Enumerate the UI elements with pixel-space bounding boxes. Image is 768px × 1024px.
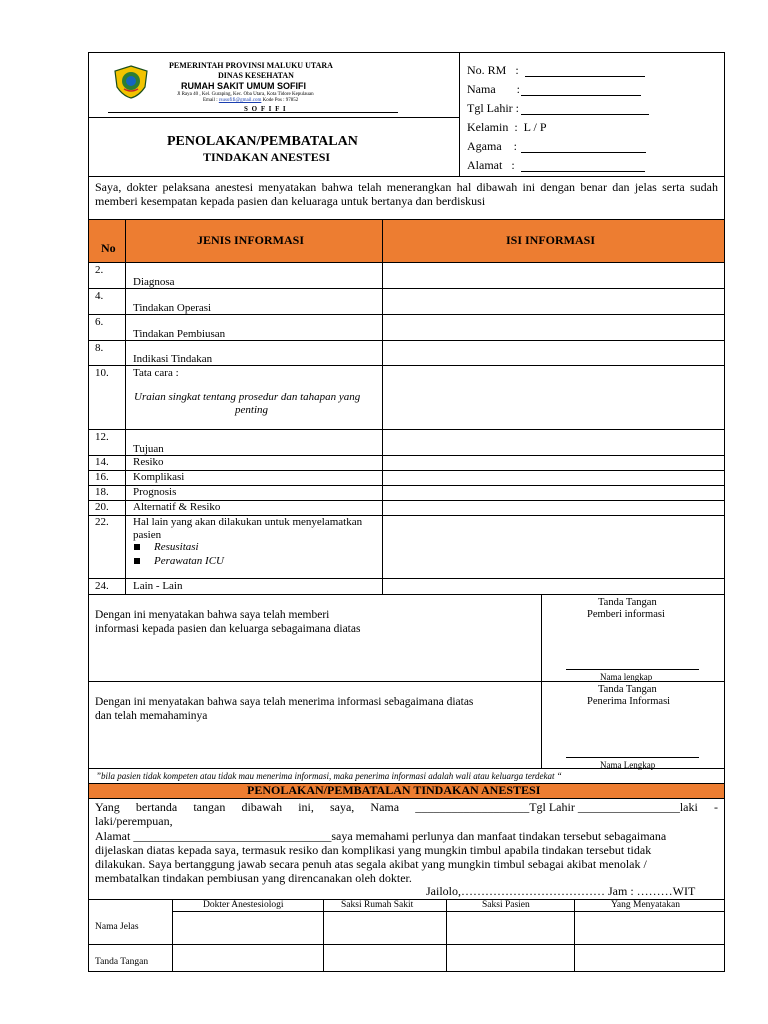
nama-blank[interactable] xyxy=(521,95,641,96)
bullet-item: Perawatan ICU xyxy=(134,555,224,568)
row-value-cell[interactable] xyxy=(383,315,724,340)
row-no: 12. xyxy=(95,431,109,443)
sign-cell[interactable] xyxy=(173,912,322,943)
sign-cell[interactable] xyxy=(575,945,723,970)
row-no: 10. xyxy=(95,367,109,379)
sign1-title2: Pemberi informasi xyxy=(587,609,665,620)
city-name: S O F I F I xyxy=(244,105,287,113)
row-value-cell[interactable] xyxy=(383,579,724,594)
row-value-cell[interactable] xyxy=(383,263,724,288)
field-no-rm[interactable]: No. RM : xyxy=(467,63,519,77)
sign-cell[interactable] xyxy=(173,945,322,970)
sign1-title1: Tanda Tangan xyxy=(598,597,657,608)
sign-cell[interactable] xyxy=(575,912,723,943)
row-no: 6. xyxy=(95,316,104,328)
declaration-body5: membatalkan tindakan pembiusan yang direncanakan oleh dokter. xyxy=(95,871,412,885)
row-value-cell[interactable] xyxy=(383,501,724,515)
email-link[interactable]: rsusofifi@gmail.com xyxy=(218,98,262,103)
hospital-name: RUMAH SAKIT UMUM SOFIFI xyxy=(181,81,306,91)
postcode: Kode Pos : 97852 xyxy=(262,98,299,103)
sign-col-saksi-rs: Saksi Rumah Sakit xyxy=(341,900,414,910)
row-no: 18. xyxy=(95,486,109,498)
row-value-cell[interactable] xyxy=(383,471,724,485)
sign1-name-label: Nama lengkap xyxy=(600,672,653,682)
footnote: ”bila pasien tidak kompeten atau tidak mau menerima informasi, maka penerima informasi adalah wali atau keluarga terdekat “ xyxy=(96,771,562,781)
place-date[interactable]: Jailolo,……………………………… Jam : ………WIT xyxy=(426,884,696,898)
sign-cell[interactable] xyxy=(447,912,573,943)
row-no: 16. xyxy=(95,471,109,483)
section2-title: PENOLAKAN/PEMBATALAN TINDAKAN ANESTESI xyxy=(247,783,541,797)
statement2-line1: Dengan ini menyatakan bahwa saya telah menerima informasi sebagaimana diatas xyxy=(95,696,474,708)
row-label: Lain - Lain xyxy=(133,580,183,592)
doc-title-line1: PENOLAKAN/PEMBATALAN xyxy=(167,134,358,149)
sign-cell[interactable] xyxy=(447,945,573,970)
email-label: Email : xyxy=(203,98,218,103)
statement1-line1: Dengan ini menyatakan bahwa saya telah memberi xyxy=(95,609,330,621)
sign2-title2: Penerima Informasi xyxy=(587,696,671,707)
row-label: Indikasi Tindakan xyxy=(133,353,213,365)
sign-col-menyatakan: Yang Menyatakan xyxy=(611,900,680,910)
declaration-line1[interactable]: Yang bertanda tangan dibawah ini, saya, Nama ___________________Tgl Lahir _________________laki - xyxy=(95,800,718,814)
sign-cell[interactable] xyxy=(324,945,445,970)
row-label: Tindakan Operasi xyxy=(133,302,212,314)
sign1-name-line[interactable] xyxy=(566,669,699,670)
row-label: Hal lain yang akan dilakukan untuk menyelamatkan xyxy=(133,516,363,528)
row-label: Diagnosa xyxy=(133,276,175,288)
intro-statement: Saya, dokter pelaksana anestesi menyatakan bahwa telah menerangkan hal dibawah ini dengan benar dan jelas serta sudah memberi kesempatan kepada pasien dan keluaraga untuk bertanya dan berdiskusi xyxy=(95,180,718,208)
row-sublabel: penting xyxy=(235,404,268,416)
sign-cell[interactable] xyxy=(324,912,445,943)
hospital-address: Jl Raya 40 , Kel. Guraping, Kec. Oba Utara, Kota Tidore Kepulauan xyxy=(177,92,314,97)
alamat-blank[interactable] xyxy=(521,171,645,172)
row-no: 14. xyxy=(95,456,109,468)
table-header-row xyxy=(89,220,724,263)
field-nama[interactable]: Nama : xyxy=(467,82,520,96)
doc-title-line2: TINDAKAN ANESTESI xyxy=(203,150,331,164)
bullet-icon xyxy=(134,558,140,564)
row-label: Prognosis xyxy=(133,486,177,498)
org-line1: PEMERINTAH PROVINSI MALUKU UTARA xyxy=(169,61,333,70)
tgl-lahir-blank[interactable] xyxy=(521,114,649,115)
declaration-alamat[interactable]: Alamat _________________________________saya memahami perlunya dan manfaat tindakan tersebut sebagaimana xyxy=(95,829,667,843)
row-label: Tujuan xyxy=(133,443,164,455)
declaration-line2: laki/perempuan, xyxy=(95,814,173,828)
sign2-name-line[interactable] xyxy=(566,757,699,758)
sign2-name-label: Nama Lengkap xyxy=(600,760,656,770)
row-no: 8. xyxy=(95,342,104,354)
row-no: 4. xyxy=(95,290,104,302)
row-no: 20. xyxy=(95,501,109,513)
row-label: Alternatif & Resiko xyxy=(133,501,221,513)
row-value-cell[interactable] xyxy=(383,456,724,470)
bullet-icon xyxy=(134,544,140,550)
field-agama[interactable]: Agama : xyxy=(467,139,517,153)
statement1-line2: informasi kepada pasien dan keluarga sebagaimana diatas xyxy=(95,623,361,635)
row-label: Resiko xyxy=(133,456,164,468)
field-tgl-lahir[interactable]: Tgl Lahir : xyxy=(467,101,519,115)
row-value-cell[interactable] xyxy=(383,430,724,455)
row-label: Tata cara : xyxy=(133,367,179,379)
no-rm-blank[interactable] xyxy=(525,76,645,77)
sign-row-tanda: Tanda Tangan xyxy=(95,957,149,967)
row-value-cell[interactable] xyxy=(383,366,724,429)
bullet-item: Resusitasi xyxy=(134,541,199,554)
row-no: 22. xyxy=(95,516,109,528)
col-header-jenis: JENIS INFORMASI xyxy=(197,233,305,247)
row-value-cell[interactable] xyxy=(383,486,724,500)
sign-col-saksi-pasien: Saksi Pasien xyxy=(482,900,530,910)
row-label-cont: pasien xyxy=(133,529,162,541)
hospital-logo-icon xyxy=(113,65,149,99)
row-value-cell[interactable] xyxy=(383,516,724,578)
row-sublabel: Uraian singkat tentang prosedur dan tahapan yang xyxy=(134,391,361,403)
org-line2: DINAS KESEHATAN xyxy=(218,71,294,80)
row-label: Tindakan Pembiusan xyxy=(133,328,226,340)
row-no: 2. xyxy=(95,264,104,276)
col-header-isi: ISI INFORMASI xyxy=(506,233,596,247)
sign-col-dokter: Dokter Anestesiologi xyxy=(203,900,284,910)
col-header-no: No xyxy=(101,241,116,255)
hospital-contact xyxy=(203,98,298,104)
row-no: 24. xyxy=(95,580,109,592)
row-value-cell[interactable] xyxy=(383,289,724,314)
field-alamat[interactable]: Alamat : xyxy=(467,158,515,172)
statement2-line2: dan telah memahaminya xyxy=(95,710,208,722)
agama-blank[interactable] xyxy=(521,152,646,153)
sign2-title1: Tanda Tangan xyxy=(598,684,657,695)
row-label: Komplikasi xyxy=(133,471,185,483)
field-kelamin[interactable]: Kelamin : L / P xyxy=(467,120,547,134)
declaration-body3: dijelaskan diatas kepada saya, termasuk resiko dan komplikasi yang mungkin timbul apabila tindakan tersebut tidak xyxy=(95,843,652,857)
row-value-cell[interactable] xyxy=(383,341,724,365)
declaration-body4: dilakukan. Saya bertanggung jawab secara penuh atas segala akibat yang mungkin timbul sebagai akibat menolak / xyxy=(95,857,647,871)
sign-row-nama: Nama Jelas xyxy=(95,922,139,932)
